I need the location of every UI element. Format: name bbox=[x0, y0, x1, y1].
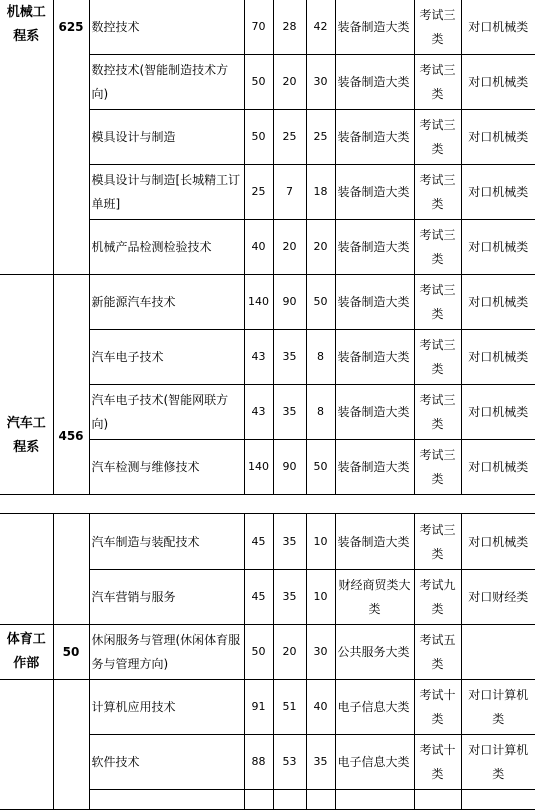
category-cell: 装备制造大类 bbox=[335, 275, 414, 330]
plan-cell: 43 bbox=[244, 330, 273, 385]
exam-cell: 考试九类 bbox=[414, 570, 461, 625]
category-cell: 装备制造大类 bbox=[335, 440, 414, 495]
exam-cell: 考试三类 bbox=[414, 440, 461, 495]
quota-b-cell: 30 bbox=[306, 625, 335, 680]
exam-cell: 考试三类 bbox=[414, 385, 461, 440]
quota-b-cell: 50 bbox=[306, 275, 335, 330]
quota-b-cell: 20 bbox=[306, 220, 335, 275]
direction-cell: 对口机械类 bbox=[461, 110, 535, 165]
plan-cell: 140 bbox=[244, 275, 273, 330]
category-cell: 装备制造大类 bbox=[335, 0, 414, 55]
dept-total: 456 bbox=[53, 275, 89, 495]
category-cell: 装备制造大类 bbox=[335, 514, 414, 570]
quota-b-cell: 50 bbox=[306, 440, 335, 495]
direction-cell: 对口机械类 bbox=[461, 385, 535, 440]
plan-cell: 50 bbox=[244, 110, 273, 165]
quota-a-cell: 7 bbox=[273, 165, 306, 220]
major-cell: 机械产品检测检验技术 bbox=[89, 220, 244, 275]
quota-a-cell: 53 bbox=[273, 735, 306, 790]
table-row bbox=[0, 680, 535, 735]
cut-cell bbox=[273, 790, 306, 810]
major-cell: 汽车电子技术 bbox=[89, 330, 244, 385]
quota-b-cell: 35 bbox=[306, 735, 335, 790]
direction-cell bbox=[461, 625, 535, 680]
direction-cell: 对口机械类 bbox=[461, 514, 535, 570]
quota-a-cell: 20 bbox=[273, 625, 306, 680]
plan-cell: 88 bbox=[244, 735, 273, 790]
quota-a-cell: 51 bbox=[273, 680, 306, 735]
category-cell: 装备制造大类 bbox=[335, 110, 414, 165]
dept-cell: 机械工程系 bbox=[0, 0, 53, 275]
major-cell: 汽车制造与装配技术 bbox=[89, 514, 244, 570]
quota-a-cell: 25 bbox=[273, 110, 306, 165]
major-cell: 模具设计与制造[长城精工订单班] bbox=[89, 165, 244, 220]
plan-cell: 140 bbox=[244, 440, 273, 495]
cut-cell bbox=[89, 790, 244, 810]
category-cell: 装备制造大类 bbox=[335, 220, 414, 275]
cut-cell bbox=[461, 790, 535, 810]
quota-a-cell: 28 bbox=[273, 0, 306, 55]
plan-cell: 70 bbox=[244, 0, 273, 55]
major-cell: 汽车营销与服务 bbox=[89, 570, 244, 625]
cut-cell bbox=[335, 790, 414, 810]
quota-b-cell: 8 bbox=[306, 330, 335, 385]
exam-cell: 考试三类 bbox=[414, 0, 461, 55]
plan-cell: 50 bbox=[244, 625, 273, 680]
table-row bbox=[0, 275, 535, 330]
plan-cell: 45 bbox=[244, 514, 273, 570]
exam-cell: 考试三类 bbox=[414, 165, 461, 220]
dept-cell: 体育工作部 bbox=[0, 625, 53, 680]
plan-cell: 43 bbox=[244, 385, 273, 440]
direction-cell: 对口计算机类 bbox=[461, 735, 535, 790]
major-cell: 计算机应用技术 bbox=[89, 680, 244, 735]
quota-a-cell: 20 bbox=[273, 220, 306, 275]
quota-a-cell: 35 bbox=[273, 330, 306, 385]
dept-total: 50 bbox=[53, 625, 89, 680]
quota-b-cell: 25 bbox=[306, 110, 335, 165]
cut-cell bbox=[306, 790, 335, 810]
exam-cell: 考试三类 bbox=[414, 220, 461, 275]
category-cell: 装备制造大类 bbox=[335, 385, 414, 440]
plan-cell: 25 bbox=[244, 165, 273, 220]
direction-cell: 对口机械类 bbox=[461, 440, 535, 495]
dept-total: 625 bbox=[53, 0, 89, 275]
major-cell: 新能源汽车技术 bbox=[89, 275, 244, 330]
quota-b-cell: 10 bbox=[306, 514, 335, 570]
quota-b-cell: 42 bbox=[306, 0, 335, 55]
quota-a-cell: 20 bbox=[273, 55, 306, 110]
major-cell: 模具设计与制造 bbox=[89, 110, 244, 165]
table-row bbox=[0, 625, 535, 680]
quota-a-cell: 90 bbox=[273, 275, 306, 330]
direction-cell: 对口计算机类 bbox=[461, 680, 535, 735]
category-cell: 装备制造大类 bbox=[335, 165, 414, 220]
major-cell: 软件技术 bbox=[89, 735, 244, 790]
direction-cell: 对口机械类 bbox=[461, 55, 535, 110]
category-cell: 财经商贸类大类 bbox=[335, 570, 414, 625]
direction-cell: 对口机械类 bbox=[461, 330, 535, 385]
quota-b-cell: 10 bbox=[306, 570, 335, 625]
dept-cell-it bbox=[0, 680, 53, 810]
quota-a-cell: 35 bbox=[273, 385, 306, 440]
quota-a-cell: 35 bbox=[273, 570, 306, 625]
plan-cell: 91 bbox=[244, 680, 273, 735]
plan-cell: 50 bbox=[244, 55, 273, 110]
major-cell: 汽车电子技术(智能网联方向) bbox=[89, 385, 244, 440]
exam-cell: 考试五类 bbox=[414, 625, 461, 680]
quota-b-cell: 30 bbox=[306, 55, 335, 110]
table-row bbox=[0, 0, 535, 55]
major-cell: 数控技术(智能制造技术方向) bbox=[89, 55, 244, 110]
exam-cell: 考试三类 bbox=[414, 275, 461, 330]
exam-cell: 考试十类 bbox=[414, 680, 461, 735]
category-cell: 装备制造大类 bbox=[335, 330, 414, 385]
quota-a-cell: 35 bbox=[273, 514, 306, 570]
dept-cell: 汽车工程系 bbox=[0, 275, 53, 495]
category-cell: 电子信息大类 bbox=[335, 735, 414, 790]
quota-b-cell: 8 bbox=[306, 385, 335, 440]
cut-cell bbox=[414, 790, 461, 810]
direction-cell: 对口机械类 bbox=[461, 165, 535, 220]
direction-cell: 对口机械类 bbox=[461, 220, 535, 275]
dept-total-continued bbox=[53, 514, 89, 625]
exam-cell: 考试三类 bbox=[414, 110, 461, 165]
cut-cell bbox=[244, 790, 273, 810]
exam-cell: 考试三类 bbox=[414, 514, 461, 570]
category-cell: 公共服务大类 bbox=[335, 625, 414, 680]
dept-total-it bbox=[53, 680, 89, 810]
quota-b-cell: 18 bbox=[306, 165, 335, 220]
direction-cell: 对口机械类 bbox=[461, 0, 535, 55]
direction-cell: 对口机械类 bbox=[461, 275, 535, 330]
major-cell: 休闲服务与管理(休闲体育服务与管理方向) bbox=[89, 625, 244, 680]
direction-cell: 对口财经类 bbox=[461, 570, 535, 625]
exam-cell: 考试三类 bbox=[414, 55, 461, 110]
category-cell: 电子信息大类 bbox=[335, 680, 414, 735]
major-cell: 汽车检测与维修技术 bbox=[89, 440, 244, 495]
major-cell: 数控技术 bbox=[89, 0, 244, 55]
table-row bbox=[0, 514, 535, 570]
exam-cell: 考试十类 bbox=[414, 735, 461, 790]
exam-cell: 考试三类 bbox=[414, 330, 461, 385]
dept-cell-continued bbox=[0, 514, 53, 625]
plan-cell: 40 bbox=[244, 220, 273, 275]
category-cell: 装备制造大类 bbox=[335, 55, 414, 110]
quota-b-cell: 40 bbox=[306, 680, 335, 735]
quota-a-cell: 90 bbox=[273, 440, 306, 495]
plan-cell: 45 bbox=[244, 570, 273, 625]
enrollment-table-bottom bbox=[0, 513, 535, 810]
